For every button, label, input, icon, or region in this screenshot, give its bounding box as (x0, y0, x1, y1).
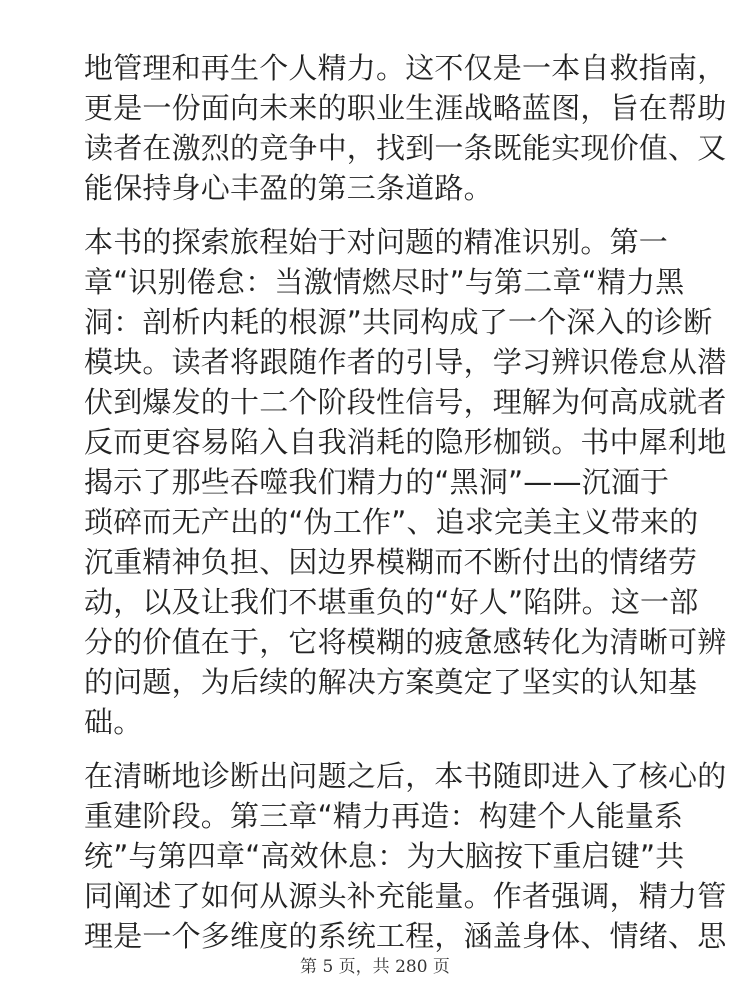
text-line: 章“识别倦怠：当激情燃尽时”与第二章“精力黑 (84, 265, 685, 299)
text-line: 重建阶段。第三章“精力再造：构建个人能量系 (84, 799, 684, 833)
text-line: 更是一份面向未来的职业生涯战略蓝图，旨在帮助 (84, 91, 727, 125)
text-line: 地管理和再生个人精力。这不仅是一本自救指南， (84, 51, 727, 85)
body-text (84, 48, 727, 970)
text-line: 琐碎而无产出的“伪工作”、追求完美主义带来的 (84, 505, 699, 539)
text-line: 揭示了那些吞噬我们精力的“黑洞”——沉湎于 (84, 465, 670, 499)
text-line: 理是一个多维度的系统工程，涵盖身体、情绪、思 (84, 919, 727, 953)
text-line: 础。 (84, 705, 143, 739)
text-line: 沉重精神负担、因边界模糊而不断付出的情绪劳 (84, 545, 698, 579)
text-line: 统”与第四章“高效休息：为大脑按下重启键”共 (84, 839, 685, 873)
text-line: 模块。读者将跟随作者的引导，学习辨识倦怠从潜 (84, 345, 727, 379)
paragraph (84, 222, 727, 742)
text-line: 能保持身心丰盈的第三条道路。 (84, 171, 493, 205)
text-line: 读者在激烈的竞争中，找到一条既能实现价值、又 (84, 131, 727, 165)
text-line: 洞：剖析内耗的根源”共同构成了一个深入的诊断 (84, 305, 713, 339)
paragraph (84, 48, 727, 208)
text-line: 在清晰地诊断出问题之后，本书随即进入了核心的 (84, 759, 727, 793)
text-line: 本书的探索旅程始于对问题的精准识别。第一 (84, 225, 669, 259)
page-footer: 第 5 页，共 280 页 (300, 957, 450, 977)
text-line: 分的价值在于，它将模糊的疲惫感转化为清晰可辨 (84, 625, 727, 659)
text-line: 伏到爆发的十二个阶段性信号，理解为何高成就者 (84, 385, 727, 419)
text-line: 的问题，为后续的解决方案奠定了坚实的认知基 (84, 665, 698, 699)
text-line: 反而更容易陷入自我消耗的隐形枷锁。书中犀利地 (84, 425, 727, 459)
paragraph (84, 756, 727, 956)
text-line: 同阐述了如何从源头补充能量。作者强调，精力管 (84, 879, 727, 913)
text-line: 动，以及让我们不堪重负的“好人”陷阱。这一部 (84, 585, 699, 619)
